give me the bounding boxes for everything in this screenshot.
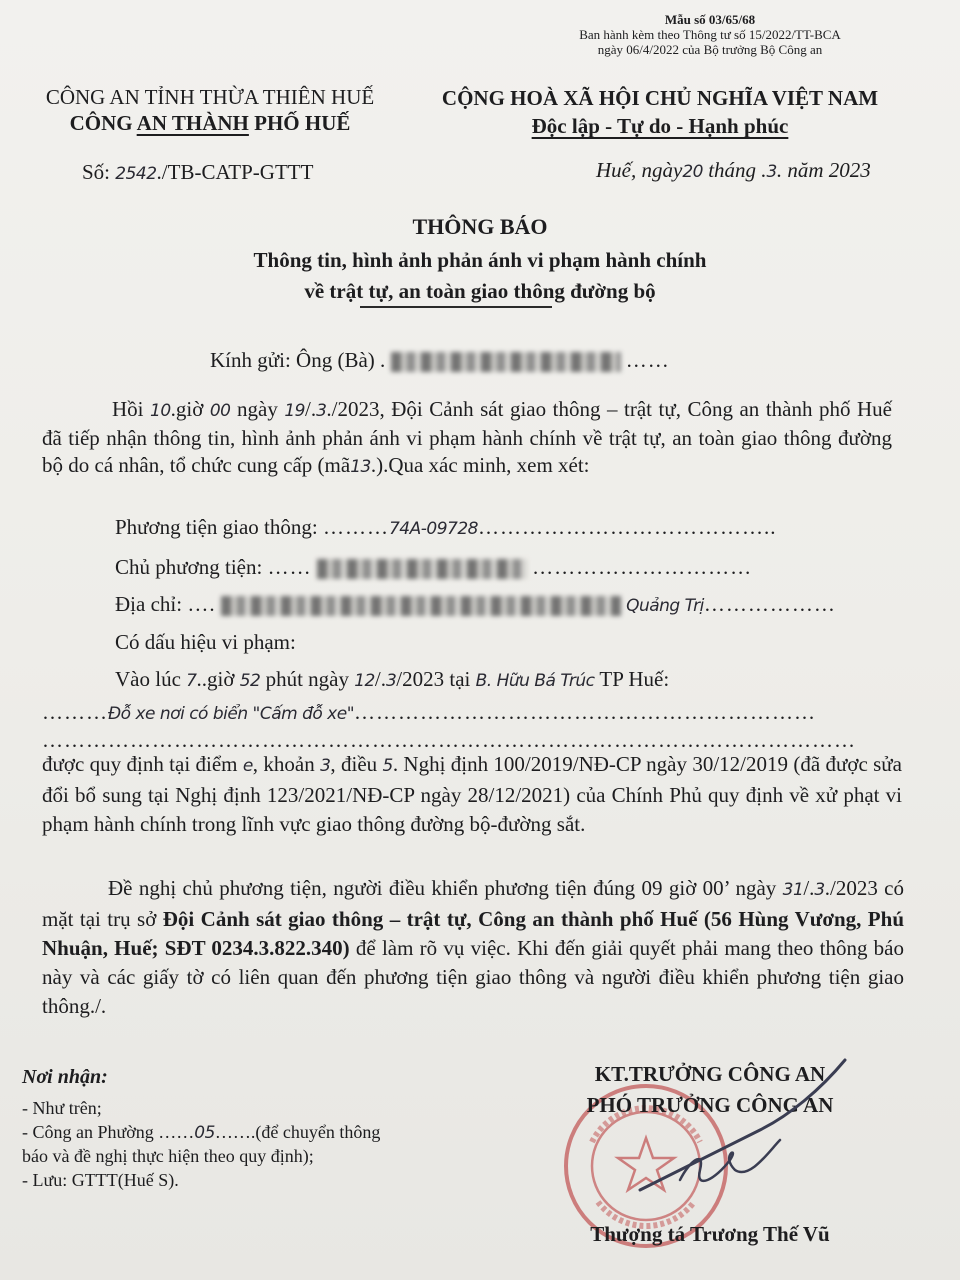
violation-description-line: ………Đỗ xe nơi có biển "Cấm đỗ xe"………………………………………………………	[42, 700, 817, 724]
recipient-line: Kính gửi: Ông (Bà) . ……	[210, 348, 670, 372]
vehicle-field: Phương tiện giao thông: ………74A-09728…………………………………..	[115, 515, 777, 539]
motto: Độc lập - Tự do - Hạnh phúc	[531, 114, 789, 138]
redacted-owner-name	[317, 559, 527, 579]
recipient-item-2: - Công an Phường ……05…….(để chuyển thông	[22, 1122, 381, 1143]
recipient-item-3: - Lưu: GTTT(Huế S).	[22, 1170, 179, 1190]
national-heading	[400, 84, 920, 140]
owner-field: Chủ phương tiện: …… …………………………	[115, 555, 753, 579]
address-field: Địa chỉ: …. Quảng Trị………………	[115, 592, 836, 616]
date-line: Huế, ngày20 tháng .3. năm 2023	[596, 158, 871, 182]
recipient-item-1: - Như trên;	[22, 1098, 102, 1118]
document-title: THÔNG BÁO	[412, 214, 548, 239]
form-number: Mẫu số 03/65/68	[664, 12, 756, 27]
blank-dotted-line: …………………………………………………………………………………………………	[42, 728, 856, 752]
violation-time-line: Vào lúc 7..giờ 52 phút ngày 12/.3/2023 tại B. Hữu Bá Trúc TP Huế:	[115, 667, 670, 691]
issuing-agency	[20, 84, 400, 136]
handwritten-signature	[620, 1040, 870, 1220]
agency-parent: CÔNG AN TỈNH THỪA THIÊN HUẾ	[45, 85, 375, 109]
violation-sign-label: Có dấu hiệu vi phạm:	[115, 630, 296, 654]
signer-title-2: PHÓ TRƯỞNG CÔNG AN	[586, 1093, 834, 1117]
signer-name: Thượng tá Trương Thế Vũ	[590, 1222, 830, 1246]
recipient-item-2-cont: báo và đề nghị thực hiện theo quy định);	[22, 1146, 314, 1166]
recipients-title: Nơi nhận:	[22, 1066, 108, 1088]
form-issued-with: Ban hành kèm theo Thông tư số 15/2022/TT-BCA	[579, 27, 841, 42]
request-paragraph: Đề nghị chủ phương tiện, người điều khiển phương tiện đúng 09 giờ 00’ ngày 31/.3./2023 có mặt tại trụ sở Đội Cảnh sát giao thông – trật tự, Công an thành phố Huế (56 Hùng Vương, Phú Nhuận, Huế; SĐT 0234.3.822.340) để làm rõ vụ việc. Khi đến giải quyết phải mang theo thông báo này và các giấy tờ có liên quan đến phương tiện giao thông và người điều khiển phương tiện giao thông./.	[42, 876, 905, 1018]
intro-paragraph: Hồi 10.giờ 00 ngày 19/.3./2023, Đội Cảnh sát giao thông – trật tự, Công an thành phố Huế đã tiếp nhận thông tin, hình ảnh phản ánh vi phạm hành chính về trật tự, an toàn giao thông đường bộ do cá nhân, tổ chức cung cấp (mã13.).Qua xác minh, xem xét:	[42, 397, 892, 477]
form-issued-date: ngày 06/4/2022 của Bộ trưởng Bộ Công an	[597, 42, 823, 57]
form-number-block	[540, 12, 880, 57]
document-subtitle-2: về trật tự, an toàn giao thông đường bộ	[304, 279, 656, 303]
signer-title-1: KT.TRƯỞNG CÔNG AN	[594, 1062, 826, 1086]
redacted-recipient-name	[391, 352, 621, 372]
document-number: Số: 2542./TB-CATP-GTTT	[82, 160, 314, 184]
redacted-address	[221, 596, 621, 616]
agency-name: CÔNG AN THÀNH PHỐ HUẾ	[69, 111, 351, 135]
subtitle-underline	[360, 306, 552, 308]
regulation-paragraph: được quy định tại điểm e, khoản 3, điều 5. Nghị định 100/2019/NĐ-CP ngày 30/12/2019 (đã được sửa đổi bổ sung tại Nghị định 123/2021/NĐ-CP ngày 28/12/2021) của Chính Phủ quy định về xử phạt vi phạm hành chính trong lĩnh vực giao thông đường bộ-đường sắt.	[42, 752, 903, 836]
country-name: CỘNG HOÀ XÃ HỘI CHỦ NGHĨA VIỆT NAM	[441, 86, 879, 110]
document-subtitle-1: Thông tin, hình ảnh phản ánh vi phạm hành chính	[253, 248, 707, 272]
